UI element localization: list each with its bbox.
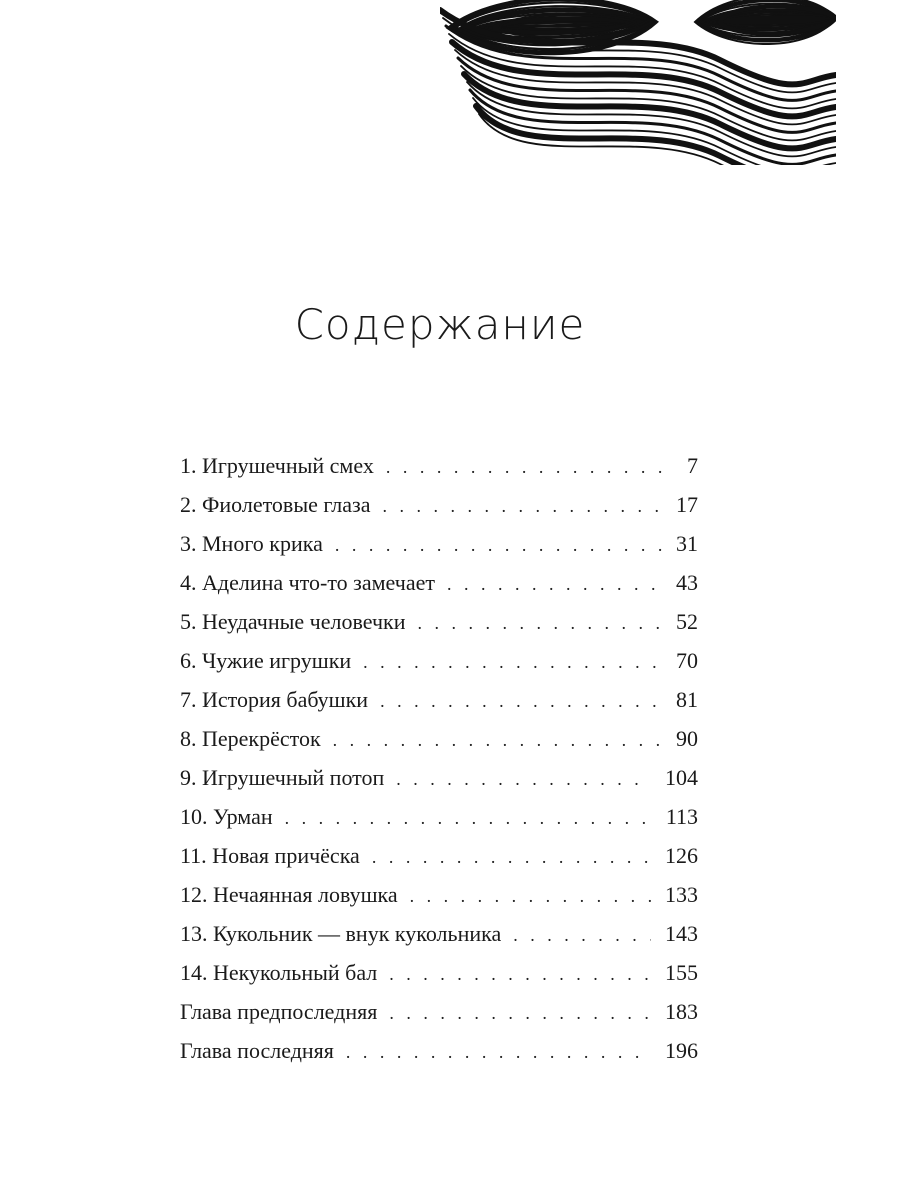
- toc-entry-page: 183: [665, 999, 698, 1024]
- toc-entry-page: 104: [665, 765, 698, 790]
- toc-leader-dots: [389, 994, 651, 1033]
- toc-entry-page: 43: [676, 570, 698, 595]
- toc-entry-page: 90: [676, 726, 698, 751]
- toc-entry-page: 7: [687, 453, 698, 478]
- toc-entry[interactable]: [180, 524, 698, 563]
- toc-entry[interactable]: [180, 446, 698, 485]
- toc-leader-dots: [389, 955, 651, 994]
- toc-entry-label: 8. Перекрёсток: [180, 726, 321, 751]
- toc-entry-page: 17: [676, 492, 698, 517]
- toc-entry[interactable]: [180, 563, 698, 602]
- toc-entry-page: 155: [665, 960, 698, 985]
- toc-entry-page: 113: [665, 804, 698, 829]
- toc-entry-label: Глава последняя: [180, 1038, 334, 1063]
- table-of-contents: [180, 446, 698, 1070]
- toc-entry-page: 126: [665, 843, 698, 868]
- toc-entry-label: Глава предпоследняя: [180, 999, 378, 1024]
- toc-entry[interactable]: [180, 719, 698, 758]
- toc-entry-label: 1. Игрушечный смех: [180, 453, 374, 478]
- toc-entry-page: 70: [676, 648, 698, 673]
- toc-entry[interactable]: [180, 1031, 698, 1070]
- toc-leader-dots: [382, 487, 662, 526]
- toc-entry-label: 9. Игрушечный потоп: [180, 765, 385, 790]
- toc-entry-label: 14. Некукольный бал: [180, 960, 378, 985]
- toc-leader-dots: [372, 838, 651, 877]
- toc-entry-label: 2. Фиолетовые глаза: [180, 492, 371, 517]
- toc-entry[interactable]: [180, 797, 698, 836]
- toc-entry[interactable]: [180, 602, 698, 641]
- toc-entry-page: 133: [665, 882, 698, 907]
- toc-entry-label: 3. Много крика: [180, 531, 323, 556]
- toc-leader-dots: [396, 760, 651, 799]
- toc-entry-label: 5. Неудачные человечки: [180, 609, 406, 634]
- toc-leader-dots: [333, 721, 662, 760]
- toc-entry[interactable]: [180, 992, 698, 1031]
- toc-entry[interactable]: [180, 953, 698, 992]
- toc-entry-page: 52: [676, 609, 698, 634]
- toc-entry[interactable]: [180, 641, 698, 680]
- toc-entry[interactable]: [180, 758, 698, 797]
- toc-leader-dots: [418, 604, 663, 643]
- toc-entry-label: 4. Аделина что-то замечает: [180, 570, 435, 595]
- toc-entry[interactable]: [180, 836, 698, 875]
- toc-entry-label: 6. Чужие игрушки: [180, 648, 352, 673]
- toc-entry[interactable]: [180, 914, 698, 953]
- toc-leader-dots: [447, 565, 662, 604]
- toc-leader-dots: [346, 1033, 651, 1072]
- toc-entry[interactable]: [180, 485, 698, 524]
- toc-entry-label: 12. Нечаянная ловушка: [180, 882, 398, 907]
- toc-entry[interactable]: [180, 680, 698, 719]
- toc-entry-page: 143: [665, 921, 698, 946]
- toc-entry-label: 11. Новая причёска: [180, 843, 360, 868]
- toc-entry-label: 10. Урман: [180, 804, 273, 829]
- toc-leader-dots: [380, 682, 662, 721]
- toc-leader-dots: [410, 877, 651, 916]
- toc-leader-dots: [386, 448, 662, 487]
- toc-entry-page: 81: [676, 687, 698, 712]
- toc-entry[interactable]: [180, 875, 698, 914]
- toc-leader-dots: [285, 799, 652, 838]
- toc-leader-dots: [513, 916, 651, 955]
- wavy-line-ornament-icon: [440, 0, 836, 165]
- toc-leader-dots: [363, 643, 662, 682]
- toc-entry-page: 196: [665, 1038, 698, 1063]
- toc-entry-label: 7. История бабушки: [180, 687, 369, 712]
- toc-leader-dots: [335, 526, 662, 565]
- toc-entry-label: 13. Кукольник — внук кукольника: [180, 921, 502, 946]
- page-title: Содержание: [294, 300, 586, 349]
- toc-entry-page: 31: [676, 531, 698, 556]
